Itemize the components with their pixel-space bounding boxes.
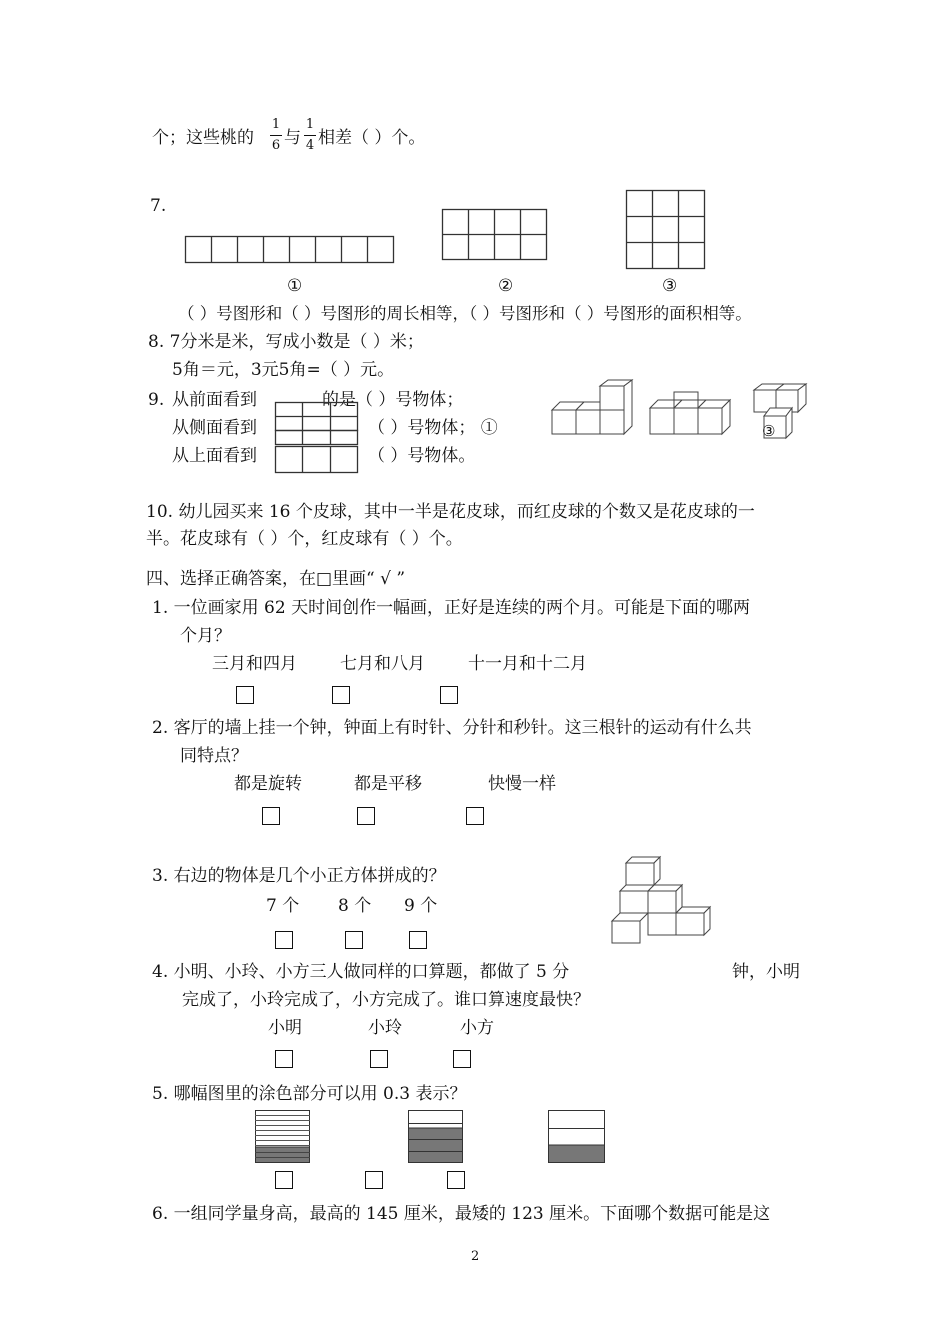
choice-1-checkbox-1[interactable]	[236, 686, 254, 704]
choice-1-option-3: 十一月和十二月	[468, 654, 587, 674]
choice-5-checkbox-1[interactable]	[275, 1171, 293, 1189]
choice-2-checkbox-2[interactable]	[357, 807, 375, 825]
choice-6-line-1: 6. 一组同学量身高，最高的 145 厘米，最矮的 123 厘米。下面哪个数据可能是这	[152, 1204, 771, 1224]
q10-line-2: 半。花皮球有（ ）个，红皮球有（ ）个。	[146, 529, 463, 549]
q9-row-3-tail: （ ）号物体。	[368, 446, 476, 466]
choice-2-option-3: 快慢一样	[488, 774, 556, 794]
fraction-1-numerator: 1	[271, 117, 281, 132]
choice-1-option-1: 三月和四月	[212, 654, 297, 674]
choice-5-checkbox-3[interactable]	[447, 1171, 465, 1189]
q9-row-3: 从上面看到	[172, 446, 257, 466]
q7-figure-2	[442, 209, 548, 261]
page-number: 2	[471, 1249, 480, 1264]
choice-4-line-2: 完成了，小玲完成了，小方完成了。谁口算速度最快？	[182, 990, 590, 1010]
choice-2-line-2: 同特点？	[180, 746, 248, 766]
choice-4-line-1a: 4. 小明、小玲、小方三人做同样的口算题，都做了 5 分	[152, 962, 570, 982]
choice-5-checkbox-2[interactable]	[365, 1171, 383, 1189]
section-4-title: 四、选择正确答案，在□里画“ √ ”	[146, 569, 406, 589]
q9-row-2: 从侧面看到	[172, 418, 257, 438]
choice-1-checkbox-3[interactable]	[440, 686, 458, 704]
q7-figure-1	[185, 236, 395, 264]
choice-1-line-1: 1. 一位画家用 62 天时间创作一幅画，正好是连续的两个月。可能是下面的哪两	[152, 598, 751, 618]
choice-4-option-1: 小明	[268, 1018, 302, 1038]
choice-4-checkbox-1[interactable]	[275, 1050, 293, 1068]
line-top-mid: 与	[284, 128, 301, 148]
choice-3-option-1: 7 个	[266, 896, 300, 916]
choice-3-cube-stack	[610, 855, 712, 945]
choice-2-option-1: 都是旋转	[234, 774, 302, 794]
choice-1-option-2: 七月和八月	[340, 654, 425, 674]
q9-number: 9.	[148, 390, 165, 410]
fraction-2-denominator: 4	[305, 138, 315, 153]
choice-3-checkbox-3[interactable]	[409, 931, 427, 949]
choice-3-option-3: 9 个	[404, 896, 438, 916]
choice-2-line-1: 2. 客厅的墙上挂一个钟，钟面上有时针、分针和秒针。这三根针的运动有什么共	[152, 718, 752, 738]
choice-3-checkbox-1[interactable]	[275, 931, 293, 949]
choice-4-checkbox-3[interactable]	[453, 1050, 471, 1068]
choice-3-checkbox-2[interactable]	[345, 931, 363, 949]
fraction-2-numerator: 1	[305, 117, 315, 132]
q9-object-1	[552, 380, 632, 436]
q8-line-1: 8. 7分米是米，写成小数是（ ）米；	[148, 332, 424, 352]
fraction-2-bar	[304, 135, 316, 136]
q9-side-view-shape	[275, 430, 359, 446]
q7-label-2: ②	[498, 276, 514, 296]
q9-row-2-tail: （ ）号物体； ①	[368, 418, 498, 438]
fraction-1-bar	[270, 135, 282, 136]
choice-4-checkbox-2[interactable]	[370, 1050, 388, 1068]
q7-number: 7.	[150, 196, 167, 216]
fraction-1-denominator: 6	[271, 138, 281, 153]
q10-line-1: 10. 幼儿园买来 16 个皮球，其中一半是花皮球，而红皮球的个数又是花皮球的一	[146, 502, 755, 522]
q9-object-3-label: ③	[762, 422, 776, 440]
q8-line-2: 5角＝元，3元5角=（ ）元。	[172, 360, 395, 380]
choice-2-option-2: 都是平移	[354, 774, 422, 794]
line-top-suffix: 相差（ ）个。	[318, 128, 426, 148]
q9-row-1-tail: 的是（ ）号物体；	[322, 390, 464, 410]
q9-front-view-shape	[275, 402, 359, 432]
choice-5-figure-3	[548, 1110, 606, 1164]
choice-4-option-3: 小方	[460, 1018, 494, 1038]
choice-4-line-1b: 钟，小明	[732, 962, 800, 982]
q9-object-2	[650, 390, 732, 436]
choice-3-line-1: 3. 右边的物体是几个小正方体拼成的？	[152, 866, 446, 886]
choice-3-option-2: 8 个	[338, 896, 372, 916]
choice-1-checkbox-2[interactable]	[332, 686, 350, 704]
q7-question-text: （ ）号图形和（ ）号图形的周长相等，（ ）号图形和（ ）号图形的面积相等。	[178, 304, 752, 323]
choice-4-option-2: 小玲	[368, 1018, 402, 1038]
line-top-prefix: 个；这些桃的	[152, 128, 254, 148]
choice-5-figure-1	[255, 1110, 311, 1164]
choice-5-figure-2	[408, 1110, 464, 1164]
q7-label-3: ③	[662, 276, 678, 296]
choice-5-line-1: 5. 哪幅图里的涂色部分可以用 0.3 表示？	[152, 1084, 467, 1104]
q9-top-view-shape	[275, 446, 359, 474]
choice-2-checkbox-3[interactable]	[466, 807, 484, 825]
q7-label-1: ①	[287, 276, 303, 296]
q7-figure-3	[626, 190, 706, 270]
choice-2-checkbox-1[interactable]	[262, 807, 280, 825]
q9-row-1: 从前面看到	[172, 390, 257, 410]
choice-1-line-2: 个月？	[180, 626, 231, 646]
